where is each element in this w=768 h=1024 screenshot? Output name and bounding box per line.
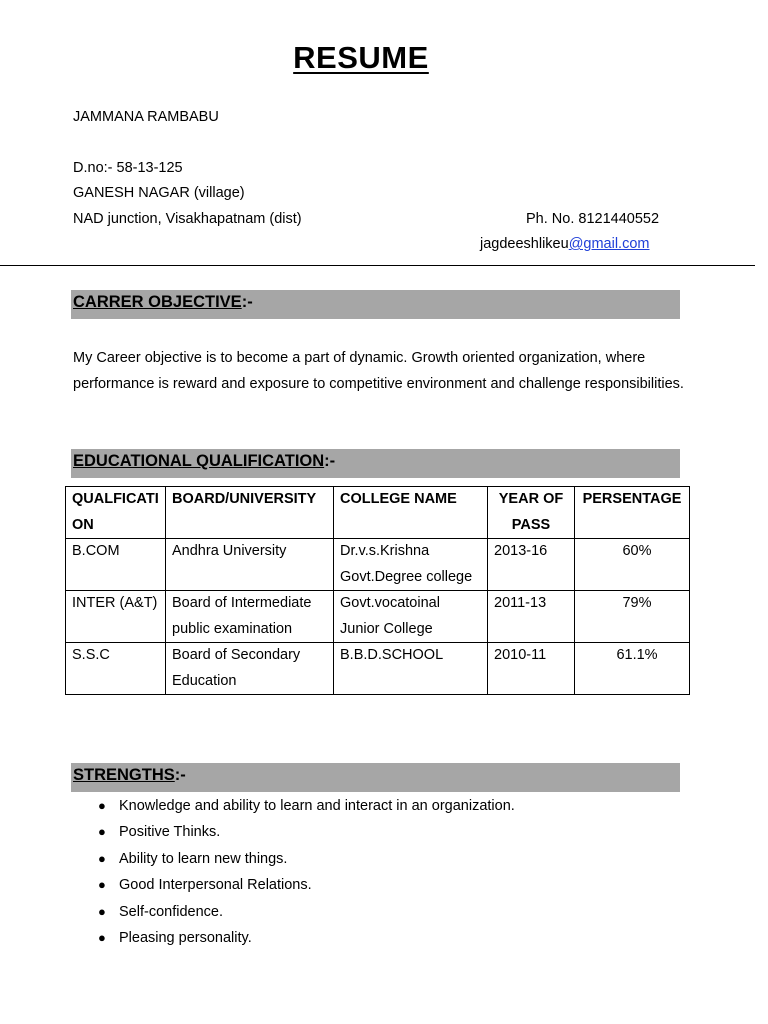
bullet-icon: ● [98,824,106,840]
list-item [72,872,515,898]
bullet-icon: ● [98,903,106,919]
list-item [72,925,515,951]
email-user: jagdeeshlikeu [480,236,569,252]
bullet-icon: ● [98,798,106,813]
email-address [480,236,649,252]
table-row [66,539,690,591]
list-item [72,846,515,872]
strength-text: Knowledge and ability to learn and interact in an organization. [119,798,515,814]
year-cell: 2013-16 [488,539,575,591]
candidate-name: JAMMANA RAMBABU [73,109,219,125]
strengths-section-bar [71,763,680,792]
list-item [72,819,515,845]
list-item [72,899,515,925]
strength-text: Ability to learn new things. [119,850,288,867]
college-cell: Dr.v.s.Krishna Govt.Degree college [334,539,488,591]
objective-text: My Career objective is to become a part of dynamic. Growth oriented organization, where performance is reward and exposure to competitive environment and challenge responsibilities. [73,350,684,392]
page-title: RESUME [293,40,429,75]
college-cell: Govt.vocatoinal Junior College [334,591,488,643]
strength-text: Good Interpersonal Relations. [119,877,312,894]
board-cell: Board of Intermediate public examination [166,591,334,643]
strengths-heading [73,766,186,785]
column-header-college: COLLEGE NAME [334,487,488,539]
qualification-cell: B.COM [66,539,166,591]
percentage-cell: 61.1% [575,643,690,695]
objective-heading-suffix: :- [241,293,253,311]
board-cell: Board of Secondary Education [166,643,334,695]
column-header-year: YEAR OF PASS [488,487,575,539]
table-row [66,591,690,643]
education-table [65,486,690,695]
column-header-percentage: PERSENTAGE [575,487,690,539]
education-heading [73,452,335,471]
college-cell: B.B.D.SCHOOL [334,643,488,695]
year-cell: 2010-11 [488,643,575,695]
qualification-cell: S.S.C [66,643,166,695]
column-header-qualification: QUALFICATION [66,487,166,539]
objective-heading [73,293,253,312]
strength-text: Positive Thinks. [119,824,221,841]
education-section-bar [71,449,680,478]
board-cell: Andhra University [166,539,334,591]
education-heading-text: EDUCATIONAL QUALIFICATION [73,452,325,470]
phone-number: Ph. No. 8121440552 [526,211,660,227]
bullet-icon: ● [98,877,106,893]
column-header-board: BOARD/UNIVERSITY [166,487,334,539]
table-row [66,643,690,695]
list-item [72,793,515,819]
bullet-icon: ● [98,930,106,946]
strengths-heading-text: STRENGTHS [73,766,175,784]
strengths-list [72,793,515,951]
strength-text: Pleasing personality. [119,930,252,947]
percentage-cell: 79% [575,591,690,643]
header-divider [0,265,755,266]
bullet-icon: ● [98,850,106,866]
address-village: GANESH NAGAR (village) [73,185,245,201]
education-heading-suffix: :- [324,452,336,470]
year-cell: 2011-13 [488,591,575,643]
email-link[interactable]: @gmail.com [568,236,650,252]
table-header-row [66,487,690,539]
address-district: NAD junction, Visakhapatnam (dist) [73,211,302,227]
objective-heading-text: CARRER OBJECTIVE [73,293,242,311]
objective-section-bar [71,290,680,319]
qualification-cell: INTER (A&T) [66,591,166,643]
address-door-number: D.no:- 58-13-125 [73,160,183,176]
strength-text: Self-confidence. [119,903,223,920]
percentage-cell: 60% [575,539,690,591]
strengths-heading-suffix: :- [174,766,186,784]
